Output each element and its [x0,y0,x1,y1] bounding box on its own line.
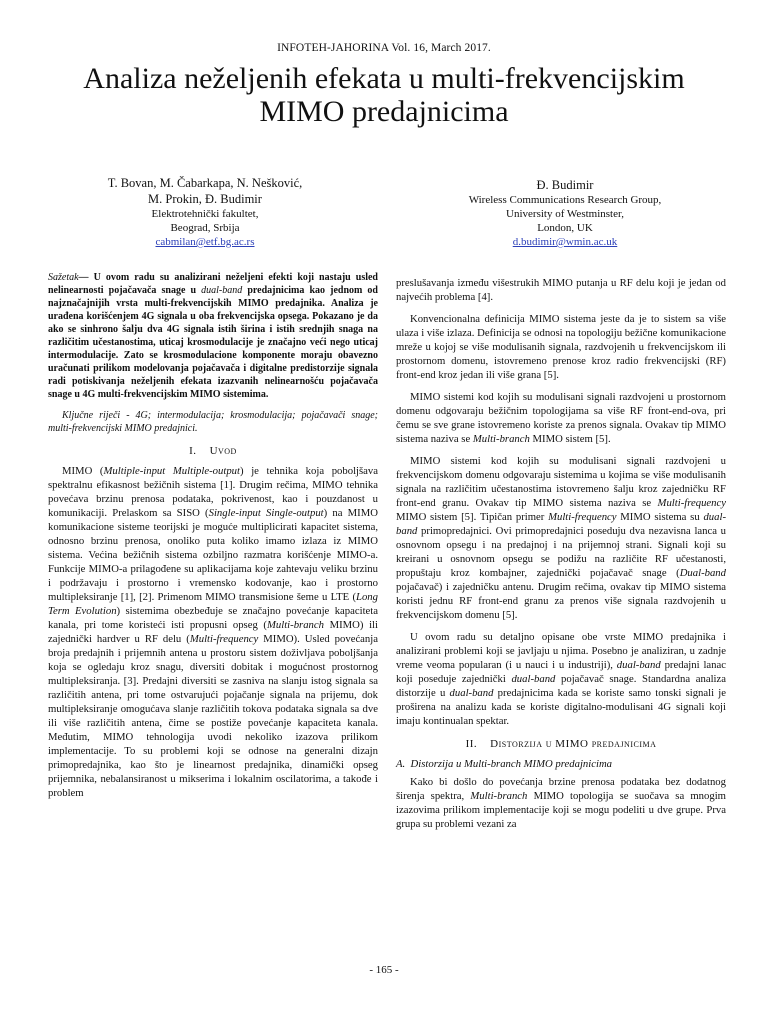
text-run: predajnicima kada se koriste samo tonski signali je proširena na analizu kada se koriste digitalno-modulisani 4G signali koji imaju kontinualan spektar. [396,687,726,727]
italic-run: dual-band [511,673,556,685]
intro-paragraph [48,464,378,800]
abstract-text-b: predajnicima kao jednom od najznačajnijih vrsta multi-frekvencijskih MIMO predajnika. Analiza je urađena korišćenjem 4G signala u oba frekvencijska opsega. Pokazano je da ako se sinhrono šalju dva 4G signala istih širina i istih srednjih snaga na različitim učestanostima, uticaj krosmodulacije je značajno veći nego uticaj intermodulacije. Zato se krosmodulacione komponente moraju obavezno uračunati prilikom modelovanja pojačavača i digitalne predistorzije signala radi potiskivanja neželjenih efekata izazvanih nelinearnošću pojačavača snage u 4G multi-frekvencijskim MIMO sistemima. [48,285,378,400]
text-run: ) na MIMO komunikacione sisteme teorijski je moguće multiplicirati kapacitet sistema, odnosno brzinu prenosa, onoliko puta koliko imamo izlaza iz MIMO sistema. Većina bežičnih sistema ozbiljno razmatra korišćenje MIMO-a. Funkcije MIMO-a prilagođene su aplikacijama koje zahtevaju veliku brzinu i podržavaju i prostorno i vremensko kodovanje, kao i prostorno multipleksiranje [1], [2]. Primenom MIMO transmisione šeme u LTE ( [48,507,378,603]
abstract-label: Sažetak [48,272,79,283]
text-run: U ovom radu su detaljno opisane obe vrste MIMO predajnika i analizirani problemi koji se javljaju u njima. Posebno je analiziran, u zadnje vreme veoma popularan (i u nauci i u industriji), [396,631,726,671]
affiliation-right-line2: University of Westminster, [506,208,624,220]
text-run: pojačavač) i zajedničku antenu. Drugim rečima, ovakav tip MIMO sistema koristi jednu RF front-end granu za prenos više signala razdvojenih u frekvencijskom domenu [5]. [396,581,726,621]
affiliation-right-line3: London, UK [537,222,593,234]
section-number: II. [465,738,478,750]
right-paragraph-5 [396,775,726,831]
subsection-label: A. [396,758,406,770]
right-column [396,276,726,839]
text-run: MIMO sistema su [616,511,704,523]
author-email-link-right[interactable]: d.budimir@wmin.ac.uk [512,236,618,248]
text-run: MIMO sistemi kod kojih su modulisani signali razdvojeni u prostornom domenu odgovaraju bežičnim topologijama sa više RF front-end-ova, pri čemu se sve grane istovremeno koriste za prenos signala. Ovakav tip MIMO sistema naziva se [396,391,726,445]
conference-header: INFOTEH-JAHORINA Vol. 16, March 2017. [277,42,491,54]
text-run: pojačavač snage. Standardna analiza distorzije u [396,673,727,699]
italic-run: Multi-branch [470,790,528,802]
text-run: MIMO ( [62,465,104,477]
right-paragraph-2 [396,390,726,446]
right-paragraph-0: preslušavanja između višestrukih MIMO putanja u RF delu koji je jedan od najvećih problema [4]. [396,277,726,303]
section-title: Distorzija u MIMO predajnicima [490,738,657,750]
section-heading-distortion [396,737,726,751]
author-block-left [70,175,340,249]
text-run: MIMO sistem [5]. Tipičan primer [396,511,549,523]
italic-run: dual-band [396,511,726,537]
italic-run: Single-input Single-output [208,507,324,519]
italic-run: dual-band [449,687,494,699]
right-paragraph-3 [396,454,726,622]
text-run: MIMO) ili zajednički hardver u RF delu ( [48,619,378,645]
text-run: MIMO sistem [5]. [529,433,611,445]
text-run: primopredajnici. Ovi primopredajnici poseduju dva nezavisna lanca u osnovnom opsegu i na predajnoj i na prijemnoj strani. Signali koji su kreirani u osnovnom opsegu se podižu na različite RF učestanosti, propuštaju kroz kombajner, zajednički pojačavač snage ( [396,525,726,579]
abstract-dash: — [78,272,94,283]
abstract [48,271,378,401]
affiliation-line1: Elektrotehnički fakultet, [151,208,259,220]
right-paragraph-1: Konvencionalna definicija MIMO sistema jeste da je to sistem sa više ulaza i više izlaza. Definicija se odnosi na topologiju bežične komunikacione mreže u kojoj se više modulisanih signala, razdvojenih u frekvencijskom ili prostornom domenu, istovremeno prenose kroz radio frekvencijski (RF) front-end kroz jedan ili više grana [5]. [396,313,726,381]
page-number: - 165 - [369,964,399,976]
text-run: predajni lanac koji poseduje zajednički [396,659,726,685]
text-run: MIMO sistemi kod kojih su modulisani signali razdvojeni u frekvencijskom domenu odgovaraju sistemima u kojima se više modulisanih signala na različitim učestanostima istovremeno šalju kroz zajedničku RF front-end granu. Ovakav tip MIMO sistema naziva se [396,455,726,509]
italic-run: Multi-frequency [189,633,259,645]
author-names-line2: M. Prokin, Đ. Budimir [148,192,262,206]
italic-run: Dual-band [679,567,726,579]
section-heading-intro [48,444,378,458]
italic-run: Long Term Evolution [48,591,378,617]
italic-run: dual-band [616,659,661,671]
text-run: ) sistemima obezbeđuje se značajno povećanje kapaciteta kanala, pri tome koristeći isti propusni opseg ( [48,605,379,631]
affiliation-right-line1: Wireless Communications Research Group, [468,194,662,206]
section-title: Uvod [209,445,237,457]
subsection-title: Distorzija u Multi-branch MIMO predajnicima [410,758,613,770]
italic-run: Multiple-input Multiple-output [103,465,240,477]
paper-title: Analiza neželjenih efekata u multi-frekvencijskim MIMO predajnicima [83,62,685,128]
italic-run: Multi-branch [472,433,530,445]
left-column [48,271,378,808]
section-number: I. [189,445,197,457]
text-run: MIMO topologija se suočava sa mnogim izazovima prilikom implementacije koji se mogu podeliti u dve grupe. Prva grupa su problemi vezani za [396,790,726,830]
affiliation-line2: Beograd, Srbija [170,222,240,234]
author-email-link[interactable]: cabmilan@etf.bg.ac.rs [155,236,255,248]
author-names-line1: T. Bovan, M. Čabarkapa, N. Nešković, [107,176,303,190]
text-run: ) je tehnika koja poboljšava spektralnu efikasnost bežičnih sistema [1]. Drugim rečima, MIMO tehnika povećava brzinu prenosa podataka, pokrivenost, kao i pouzdanost u komunikaciji. Prelaskom sa SISO ( [48,465,379,519]
italic-run: Multi-frequency [657,497,726,509]
text-run: MIMO). Usled povećanja broja predajnih i prijemnih antena u prostoru sistem doživljava poboljšanja koja se ogledaju kroz snagu, diversiti dobitak i mogućnost prostornog multipleksiranja. [3]. Predajni diversiti se zasniva na slanju istog signala sa različitih antena, pri tome ostvarujući pojačanje signala na prijemu, dok multipleksiranje omogućava slanje različitih tokova podataka signala sa dve ili više različitih antena, čime se postiže povećanje kapaciteta kanala. Međutim, MIMO tehnologija uvodi nekoliko izazova prilikom implementacije. To su problemi koji se odnose na generalni dizajn primopredajnika, kao što je linearnost predajnika, dinamički opseg prijemnika, nebalansiranost u mikserima i lokalnim oscilatorima, a takođe i problem [48,633,378,799]
author-block-right [430,177,700,249]
subsection-heading [396,757,726,771]
keywords: Ključne riječi - 4G; intermodulacija; krosmodulacija; pojačavači snage; multi-frekvencijski MIMO predajnici. [48,410,378,434]
abstract-text-a: U ovom radu su analizirani neželjeni efekti koji nastaju usled nelinearnosti pojačavača snage u [48,272,378,296]
abstract-italic: dual-band [201,285,243,296]
right-paragraph-4 [396,630,726,728]
italic-run: Multi-frequency [548,511,617,523]
author-name-right: Đ. Budimir [536,178,594,192]
italic-run: Multi-branch [266,619,324,631]
text-run: Kako bi došlo do povećanja brzine prenosa podataka bez dodatnog širenja spektra, [396,776,726,802]
